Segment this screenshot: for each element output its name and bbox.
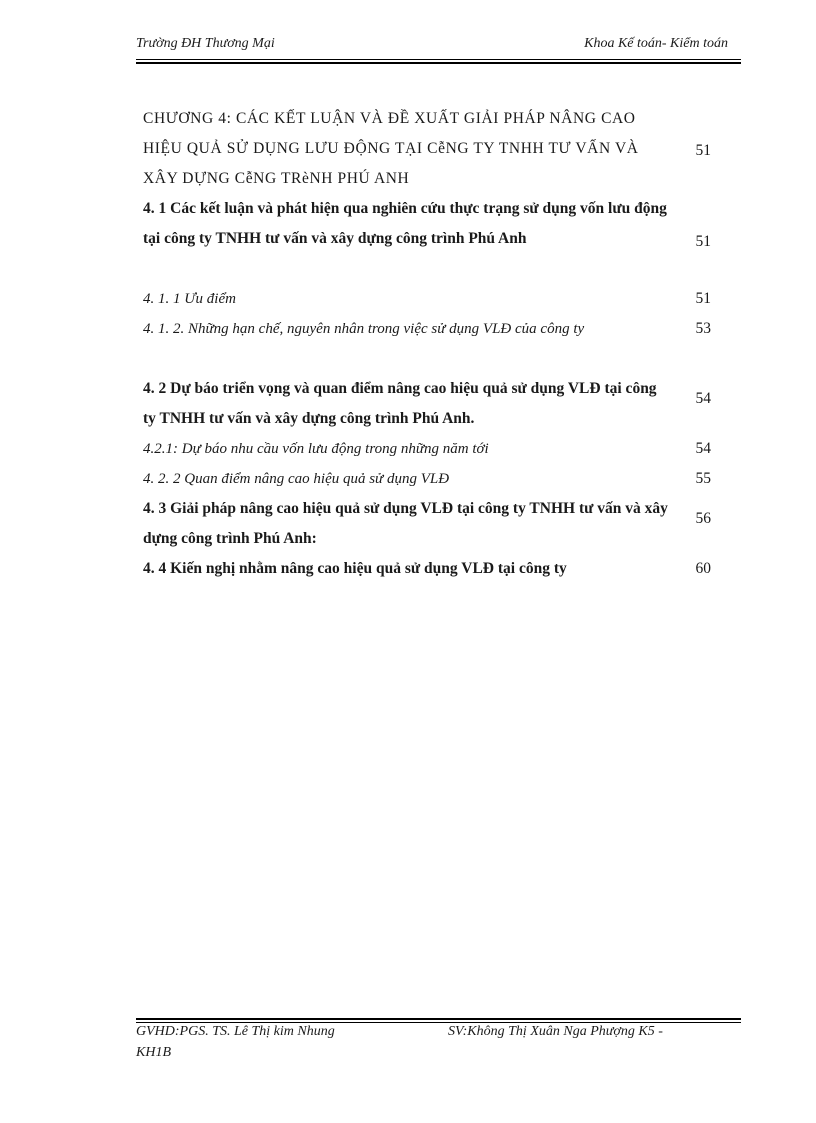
toc-entry-4-3	[143, 494, 723, 554]
toc-entry-page: 51	[695, 290, 711, 307]
toc-entry-4-2-2	[143, 464, 723, 494]
toc-entry-text: 4. 4 Kiến nghị nhằm nâng cao hiệu quả sử dụng VLĐ tại công ty	[143, 560, 567, 577]
footer-class: KH1B	[136, 1045, 171, 1060]
toc-entry-text: 4. 1 Các kết luận và phát hiện qua nghiên cứu thực trạng sử dụng vốn lưu động tại công ty TNHH tư vấn và xây dựng công trình Phú Anh	[143, 200, 667, 247]
toc-entry-page: 51	[695, 233, 711, 250]
toc-entry-text: 4. 1. 1 Ưu điểm	[143, 291, 236, 307]
toc-entry-4-2	[143, 374, 723, 434]
toc-entry-4-1	[143, 194, 723, 284]
toc-entry-page: 55	[695, 470, 711, 487]
toc-entry-page: 54	[695, 440, 711, 457]
header-rule-thin	[136, 59, 741, 60]
toc-entry-page: 53	[695, 320, 711, 337]
header-school: Trường ĐH Thương Mại	[136, 36, 275, 51]
toc-entry-4-2-1	[143, 434, 723, 464]
toc-entry-page: 56	[695, 510, 711, 527]
toc-entry-text: 4.2.1: Dự báo nhu cầu vốn lưu động trong những năm tới	[143, 441, 489, 457]
toc-entry-text: 4. 2 Dự báo triển vọng và quan điểm nâng cao hiệu quả sử dụng VLĐ tại công ty TNHH tư vấn và xây dựng công trình Phú Anh.	[143, 380, 657, 427]
toc-entry-4-1-2	[143, 314, 723, 374]
toc-entry-chapter-4	[143, 104, 723, 194]
toc-entry-page: 60	[695, 560, 711, 577]
footer-supervisor: GVHD:PGS. TS. Lê Thị kim Nhung	[136, 1024, 335, 1039]
footer-rule-thick	[136, 1018, 741, 1020]
toc-entry-text: CHƯƠNG 4: CÁC KẾT LUẬN VÀ ĐỀ XUẤT GIẢI PHÁP NÂNG CAO HIỆU QUẢ SỬ DỤNG LƯU ĐỘNG TẠI CễNG TY TNHH TƯ VẤN VÀ XÂY DỰNG CễNG TRèNH PHÚ ANH	[143, 110, 639, 187]
toc-entry-page: 51	[695, 142, 711, 159]
toc-entry-text: 4. 2. 2 Quan điểm nâng cao hiệu quả sử dụng VLĐ	[143, 471, 450, 487]
header-rule-thick	[136, 62, 741, 64]
toc-entry-text: 4. 3 Giải pháp nâng cao hiệu quả sử dụng VLĐ tại công ty TNHH tư vấn và xây dựng công trình Phú Anh:	[143, 500, 668, 547]
toc-entry-page: 54	[695, 390, 711, 407]
toc-entry-4-1-1	[143, 284, 723, 314]
header-department: Khoa Kế toán- Kiểm toán	[584, 36, 728, 51]
toc-entry-4-4	[143, 554, 723, 584]
footer-student: SV:Không Thị Xuân Nga Phượng K5 -	[448, 1024, 663, 1039]
toc-entry-text: 4. 1. 2. Những hạn chế, nguyên nhân trong việc sử dụng VLĐ của công ty	[143, 321, 585, 337]
page-header	[136, 36, 740, 58]
table-of-contents	[143, 104, 723, 584]
